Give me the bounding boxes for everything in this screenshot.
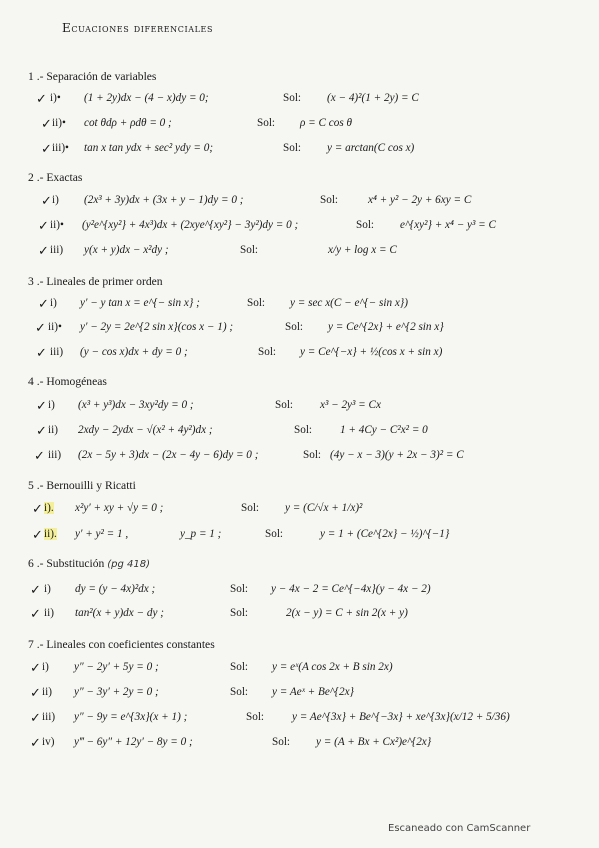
solution-label: Sol: xyxy=(265,528,284,540)
solution-label: Sol: xyxy=(356,219,375,231)
handwritten-note: (pg 418) xyxy=(107,559,150,570)
exercise-row xyxy=(0,399,599,421)
solution-label: Sol: xyxy=(230,607,249,619)
solution: y = Aeˣ + Be^{2x} xyxy=(272,686,355,698)
exercise-row xyxy=(0,528,599,550)
exercise-row xyxy=(0,661,599,683)
exercise-label: ii). xyxy=(44,528,57,540)
solution: y = 1 + (Ce^{2x} − ½)^{−1} xyxy=(320,528,450,540)
solution-label: Sol: xyxy=(272,736,291,748)
exercise-label: ii)• xyxy=(52,117,66,129)
solution: y = Ae^{3x} + Be^{−3x} + xe^{3x}(x/12 + 5/36) xyxy=(292,711,510,723)
check-mark-icon: ✓ xyxy=(38,244,49,259)
solution: y = (C/√x + 1/x)² xyxy=(285,502,363,514)
solution-label: Sol: xyxy=(294,424,313,436)
section-heading: 5 .- Bernouilli y Ricatti xyxy=(28,479,136,492)
check-mark-icon: ✓ xyxy=(36,346,47,361)
check-mark-icon: ✓ xyxy=(30,736,41,751)
solution: x³ − 2y³ = Cx xyxy=(320,399,381,411)
exercise-label: iii) xyxy=(50,244,64,256)
solution-label: Sol: xyxy=(230,661,249,673)
solution-label: Sol: xyxy=(257,117,276,129)
exercise-row xyxy=(0,321,599,343)
exercise-row xyxy=(0,424,599,446)
solution: y = sec x(C − e^{− sin x}) xyxy=(290,297,409,309)
exercise-row xyxy=(0,194,599,216)
exercise-label: i). xyxy=(44,502,54,514)
equation: (x³ + y³)dx − 3xy²dy = 0 ; xyxy=(78,399,194,411)
solution: (4y − x − 3)(y + 2x − 3)² = C xyxy=(330,449,464,461)
check-mark-icon: ✓ xyxy=(30,583,41,598)
section-heading: 1 .- Separación de variables xyxy=(28,70,157,83)
check-mark-icon: ✓ xyxy=(34,449,45,464)
exercise-label: ii) xyxy=(48,424,58,436)
exercise-row xyxy=(0,607,599,629)
solution-label: Sol: xyxy=(283,92,302,104)
exercise-label: i) xyxy=(52,194,59,206)
solution: y = Ce^{−x} + ½(cos x + sin x) xyxy=(300,346,443,358)
exercise-label: iv) xyxy=(42,736,55,748)
exercise-label: ii)• xyxy=(48,321,62,333)
check-mark-icon: ✓ xyxy=(36,424,47,439)
check-mark-icon: ✓ xyxy=(38,219,49,234)
equation: y′ + y² = 1 , xyxy=(75,528,129,540)
exercise-row xyxy=(0,449,599,471)
check-mark-icon: ✓ xyxy=(36,399,47,414)
exercise-row xyxy=(0,583,599,605)
exercise-row xyxy=(0,686,599,708)
particular-solution: y_p = 1 ; xyxy=(180,528,222,540)
equation: (y − cos x)dx + dy = 0 ; xyxy=(80,346,188,358)
equation: y(x + y)dx − x²dy ; xyxy=(84,244,169,256)
exercise-label: iii) xyxy=(42,711,56,723)
solution-label: Sol: xyxy=(303,449,322,461)
exercise-label: ii)• xyxy=(50,219,64,231)
section-heading: 3 .- Lineales de primer orden xyxy=(28,275,163,288)
exercise-row xyxy=(0,297,599,319)
equation: y″ − 9y = e^{3x}(x + 1) ; xyxy=(74,711,188,723)
solution: y = Ce^{2x} + e^{2 sin x} xyxy=(328,321,444,333)
check-mark-icon: ✓ xyxy=(35,321,46,336)
solution: x/y + log x = C xyxy=(328,244,397,256)
exercise-row xyxy=(0,736,599,758)
equation: y″ − 3y′ + 2y = 0 ; xyxy=(74,686,159,698)
check-mark-icon: ✓ xyxy=(30,661,41,676)
solution-label: Sol: xyxy=(241,502,260,514)
equation: cot θdρ + ρdθ = 0 ; xyxy=(84,117,172,129)
equation: (y²e^{xy²} + 4x³)dx + (2xye^{xy²} − 3y²)dy = 0 ; xyxy=(82,219,299,231)
exercise-label: ii) xyxy=(44,607,54,619)
equation: tan²(x + y)dx − dy ; xyxy=(75,607,164,619)
check-mark-icon: ✓ xyxy=(30,711,41,726)
check-mark-icon: ✓ xyxy=(41,117,52,132)
solution: 1 + 4Cy − C²x² = 0 xyxy=(340,424,428,436)
exercise-label: iii)• xyxy=(52,142,69,154)
solution-label: Sol: xyxy=(240,244,259,256)
solution: 2(x − y) = C + sin 2(x + y) xyxy=(286,607,408,619)
check-mark-icon: ✓ xyxy=(41,142,52,157)
exercise-label: iii) xyxy=(48,449,62,461)
equation: (2x³ + 3y)dx + (3x + y − 1)dy = 0 ; xyxy=(84,194,244,206)
solution-label: Sol: xyxy=(247,297,266,309)
equation: y″ − 2y′ + 5y = 0 ; xyxy=(74,661,159,673)
check-mark-icon: ✓ xyxy=(30,686,41,701)
solution-label: Sol: xyxy=(283,142,302,154)
section-heading-text: 6 .- Substitución xyxy=(28,557,105,570)
exercise-label: ii) xyxy=(42,686,52,698)
check-mark-icon: ✓ xyxy=(41,194,52,209)
exercise-row xyxy=(0,711,599,733)
solution: (x − 4)²(1 + 2y) = C xyxy=(327,92,419,104)
equation: y′ − y tan x = e^{− sin x} ; xyxy=(80,297,200,309)
solution: ρ = C cos θ xyxy=(300,117,352,129)
scanner-watermark: Escaneado con CamScanner xyxy=(388,823,531,834)
equation: y′ − 2y = 2e^{2 sin x}(cos x − 1) ; xyxy=(80,321,234,333)
equation: (1 + 2y)dx − (4 − x)dy = 0; xyxy=(84,92,209,104)
solution-label: Sol: xyxy=(285,321,304,333)
check-mark-icon: ✓ xyxy=(32,502,43,517)
equation: dy = (y − 4x)²dx ; xyxy=(75,583,156,595)
equation: tan x tan ydx + sec² ydy = 0; xyxy=(84,142,214,154)
section-heading: 2 .- Exactas xyxy=(28,171,83,184)
section-heading: 4 .- Homogéneas xyxy=(28,375,107,388)
check-mark-icon: ✓ xyxy=(32,528,43,543)
solution-label: Sol: xyxy=(230,686,249,698)
exercise-label: i)• xyxy=(50,92,61,104)
solution-label: Sol: xyxy=(230,583,249,595)
solution: x⁴ + y² − 2y + 6xy = C xyxy=(368,194,472,206)
exercise-row xyxy=(0,219,599,241)
exercise-label: i) xyxy=(48,399,55,411)
exercise-label: i) xyxy=(50,297,57,309)
exercise-label: i) xyxy=(44,583,51,595)
equation: 2xdy − 2ydx − √(x² + 4y²)dx ; xyxy=(78,424,213,436)
solution-label: Sol: xyxy=(246,711,265,723)
exercise-row xyxy=(0,346,599,368)
equation: x²y′ + xy + √y = 0 ; xyxy=(75,502,164,514)
check-mark-icon: ✓ xyxy=(38,297,49,312)
exercise-row xyxy=(0,244,599,266)
solution: y = arctan(C cos x) xyxy=(327,142,415,154)
exercise-row xyxy=(0,142,599,164)
exercise-row xyxy=(0,117,599,139)
section-heading xyxy=(28,557,150,570)
equation: (2x − 5y + 3)dx − (2x − 4y − 6)dy = 0 ; xyxy=(78,449,259,461)
page-title: Ecuaciones diferenciales xyxy=(62,21,214,35)
solution-label: Sol: xyxy=(320,194,339,206)
solution: e^{xy²} + x⁴ − y³ = C xyxy=(400,219,496,231)
exercise-row xyxy=(0,92,599,114)
exercise-label: i) xyxy=(42,661,49,673)
solution-label: Sol: xyxy=(275,399,294,411)
solution-label: Sol: xyxy=(258,346,277,358)
solution: y − 4x − 2 = Ce^{−4x}(y − 4x − 2) xyxy=(271,583,431,595)
exercise-label: iii) xyxy=(50,346,64,358)
solution: y = eˣ(A cos 2x + B sin 2x) xyxy=(272,661,393,673)
check-mark-icon: ✓ xyxy=(36,92,47,107)
solution: y = (A + Bx + Cx²)e^{2x} xyxy=(316,736,432,748)
exercise-row xyxy=(0,502,599,524)
check-mark-icon: ✓ xyxy=(30,607,41,622)
section-heading: 7 .- Lineales con coeficientes constantes xyxy=(28,638,215,651)
equation: y‴ − 6y″ + 12y′ − 8y = 0 ; xyxy=(74,736,193,748)
